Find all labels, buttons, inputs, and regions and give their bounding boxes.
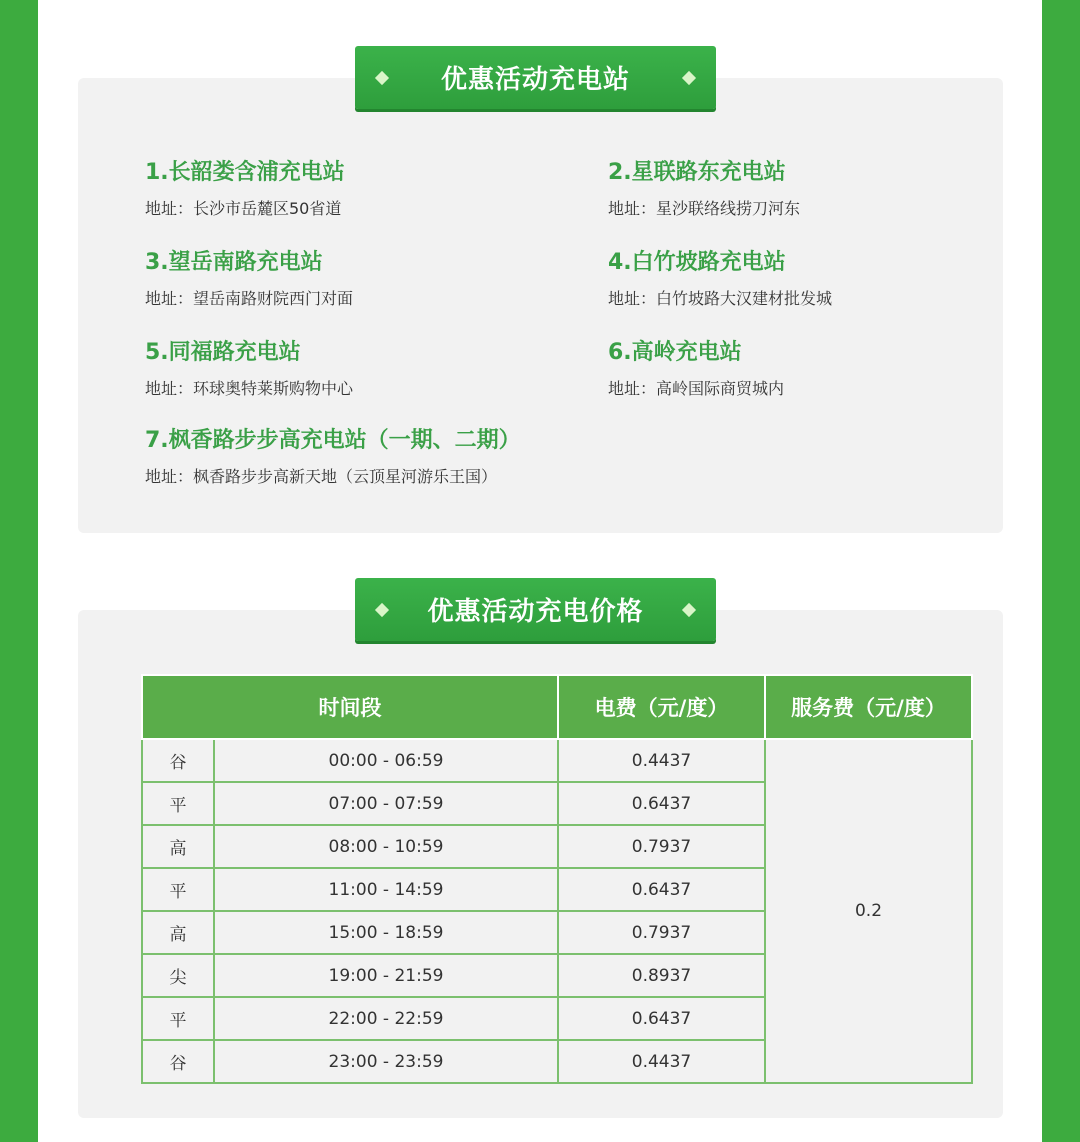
stations-section-title: 优惠活动充电站 [440,65,630,95]
tier-cell: 尖 [142,954,214,997]
station-item [145,245,353,309]
stations-section-banner [355,46,716,109]
time-cell: 23:00 - 23:59 [214,1040,558,1083]
prices-section-banner [355,578,716,641]
station-address: 地址：长沙市岳麓区50省道 [145,199,342,218]
time-cell: 11:00 - 14:59 [214,868,558,911]
diamond-icon [682,71,696,85]
station-address: 地址：高岭国际商贸城内 [608,379,785,398]
fee-cell: 0.4437 [558,1040,765,1083]
table-row [142,739,972,782]
tier-cell: 平 [142,782,214,825]
time-cell: 15:00 - 18:59 [214,911,558,954]
time-cell: 22:00 - 22:59 [214,997,558,1040]
period-header: 时间段 [142,675,558,739]
station-name: 2.星联路东充电站 [608,160,786,185]
station-item [608,245,832,309]
time-cell: 08:00 - 10:59 [214,825,558,868]
time-cell: 00:00 - 06:59 [214,739,558,782]
diamond-icon [375,603,389,617]
tier-cell: 谷 [142,739,214,782]
tier-cell: 平 [142,997,214,1040]
station-item [608,335,784,399]
station-address: 地址：望岳南路财院西门对面 [145,289,354,308]
service-fee-cell: 0.2 [765,739,972,1083]
diamond-icon [682,603,696,617]
station-item [145,335,353,399]
tier-cell: 平 [142,868,214,911]
fee-cell: 0.8937 [558,954,765,997]
station-name: 7.枫香路步步高充电站（一期、二期） [145,428,521,453]
tier-cell: 高 [142,825,214,868]
station-name: 6.高岭充电站 [608,340,742,365]
station-item [145,423,521,487]
station-name: 1.长韶娄含浦充电站 [145,160,345,185]
fee-cell: 0.7937 [558,911,765,954]
service-fee-header: 服务费（元/度） [765,675,972,739]
tier-cell: 谷 [142,1040,214,1083]
tier-cell: 高 [142,911,214,954]
diamond-icon [375,71,389,85]
station-item [145,155,345,219]
time-cell: 19:00 - 21:59 [214,954,558,997]
page [38,0,1042,1142]
price-table [141,674,973,1084]
station-address: 地址：环球奥特莱斯购物中心 [145,379,354,398]
station-item [608,155,800,219]
price-table-header [142,675,972,739]
station-address: 地址：星沙联络线捞刀河东 [608,199,801,218]
station-name: 4.白竹坡路充电站 [608,250,786,275]
station-address: 地址：枫香路步步高新天地（云顶星河游乐王国） [145,467,498,486]
prices-section-title: 优惠活动充电价格 [427,597,644,627]
station-address: 地址：白竹坡路大汉建材批发城 [608,289,833,308]
electricity-fee-header: 电费（元/度） [558,675,765,739]
station-name: 5.同福路充电站 [145,340,301,365]
fee-cell: 0.6437 [558,782,765,825]
fee-cell: 0.4437 [558,739,765,782]
fee-cell: 0.6437 [558,997,765,1040]
time-cell: 07:00 - 07:59 [214,782,558,825]
fee-cell: 0.7937 [558,825,765,868]
fee-cell: 0.6437 [558,868,765,911]
station-name: 3.望岳南路充电站 [145,250,323,275]
